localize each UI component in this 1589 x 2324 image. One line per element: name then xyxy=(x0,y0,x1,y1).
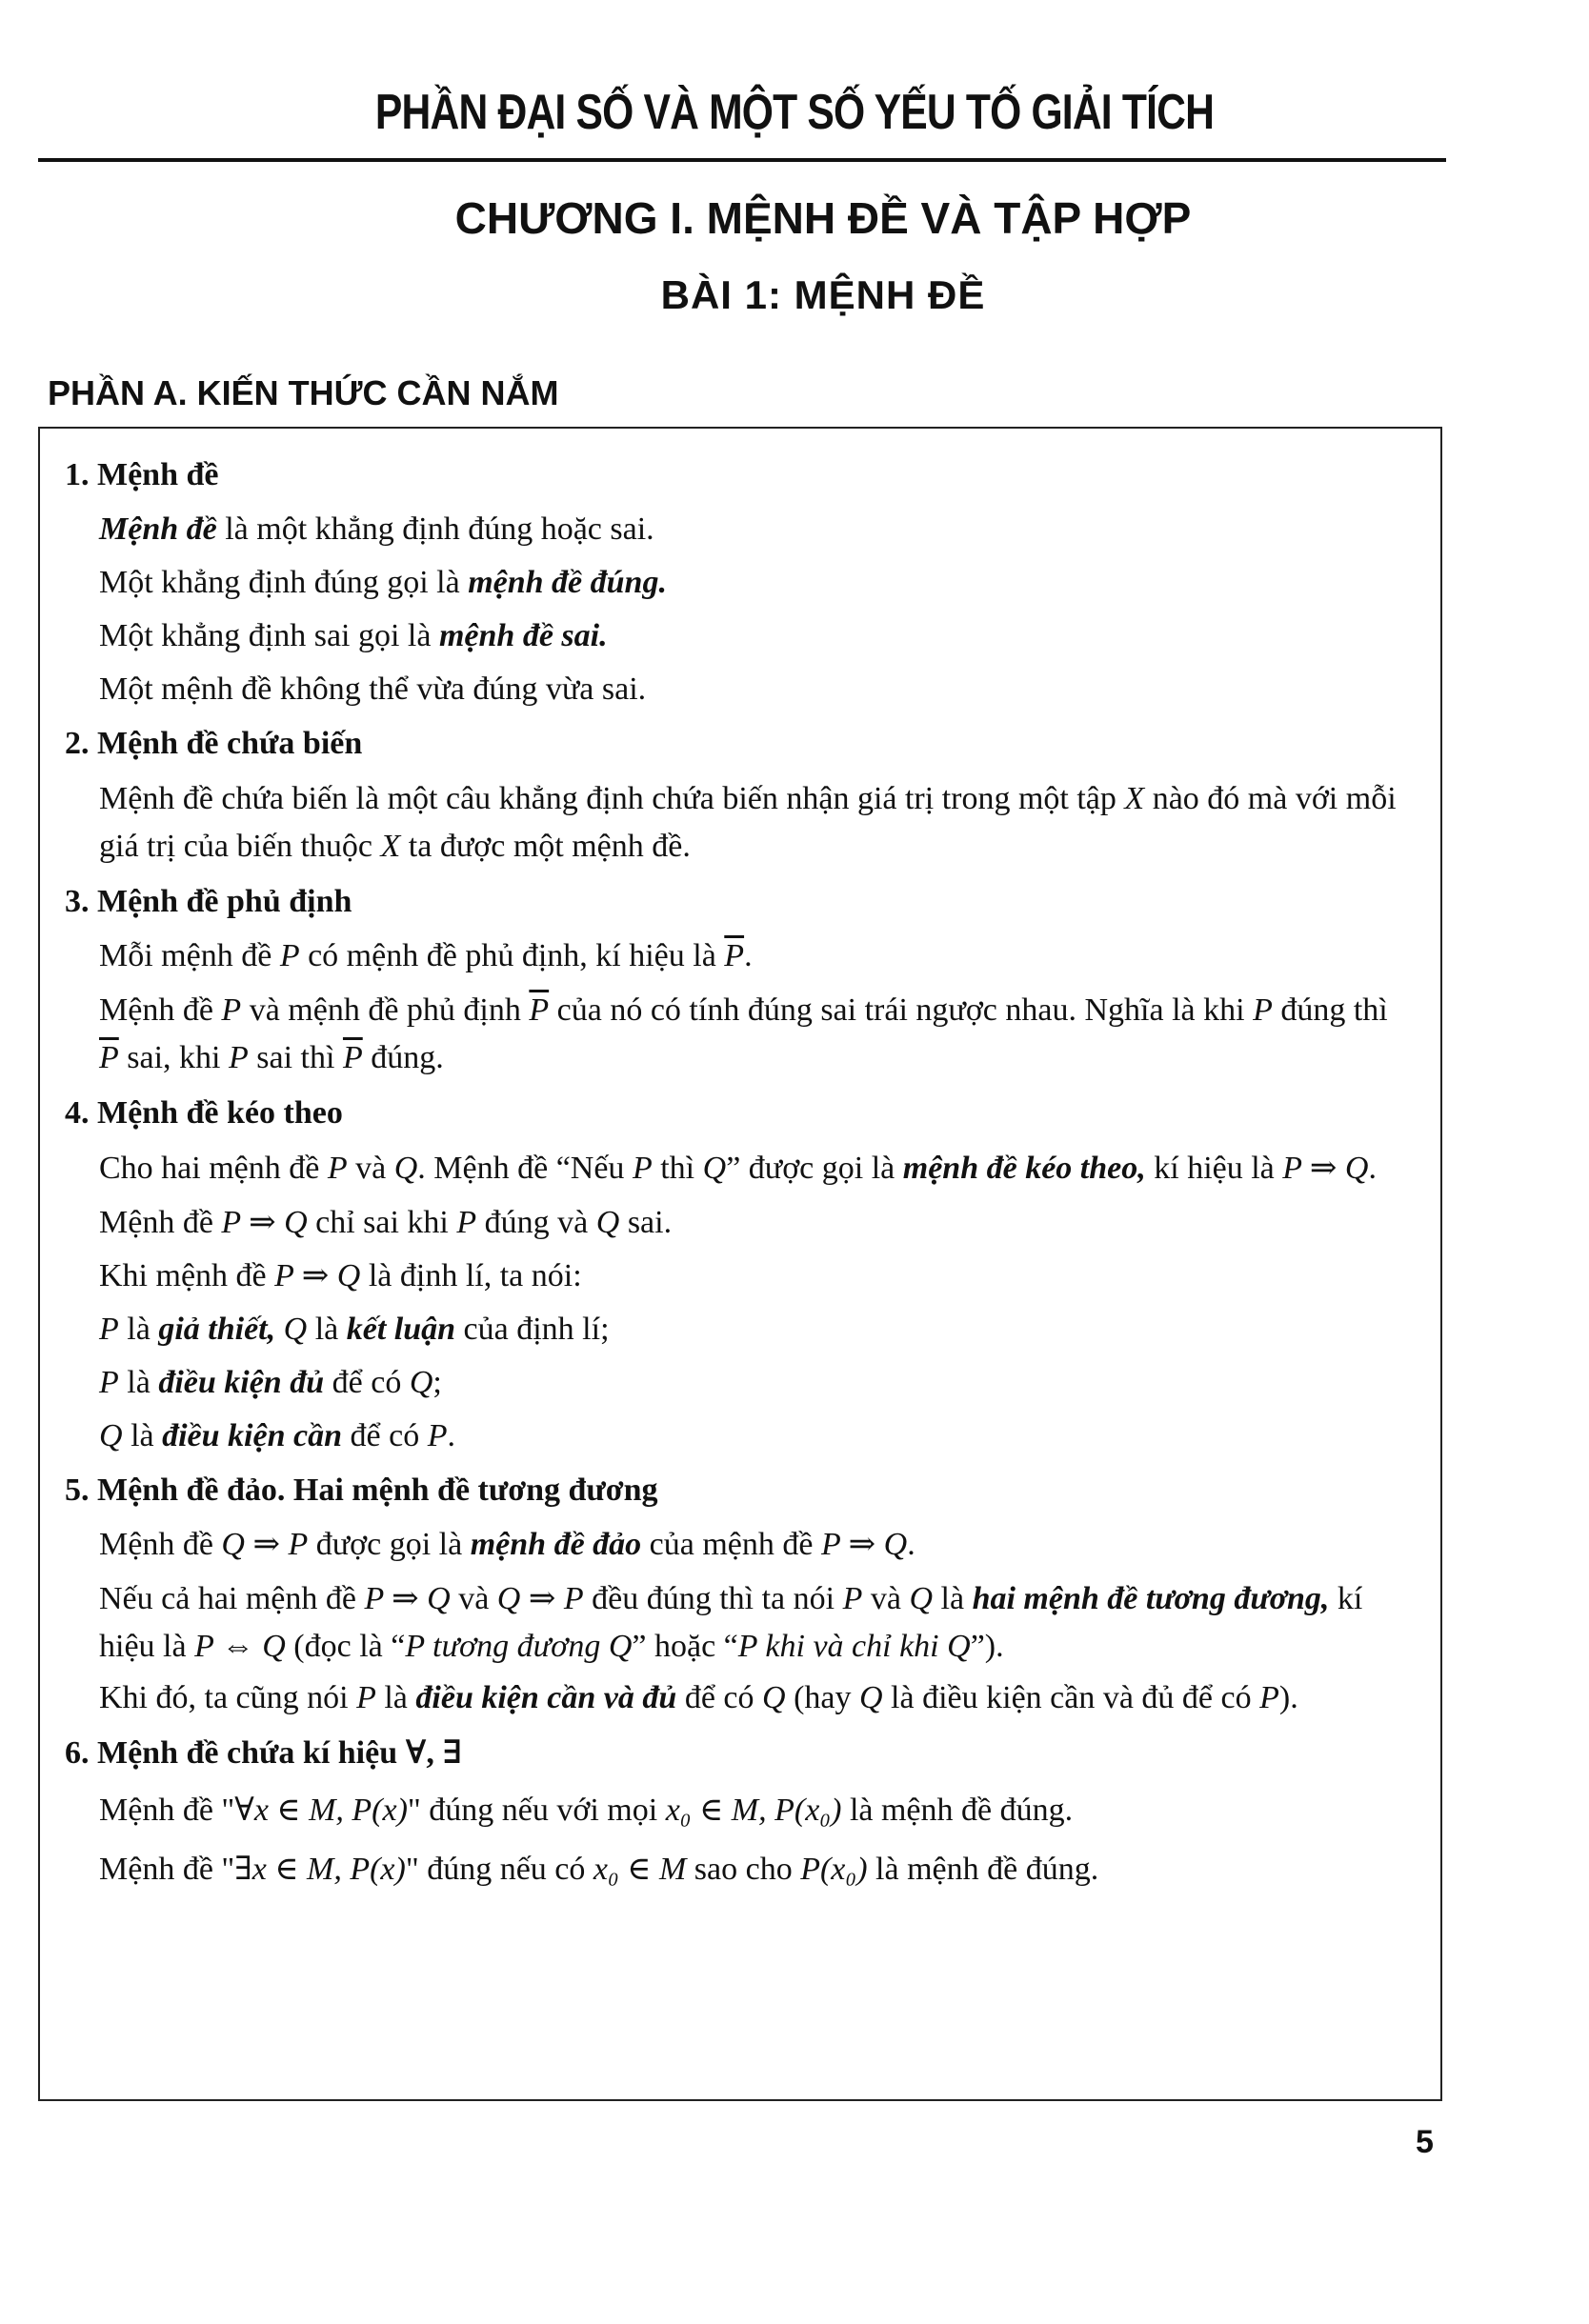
text: ta được một mệnh đề. xyxy=(400,829,691,864)
var: Q xyxy=(595,1205,620,1240)
text: của mệnh đề xyxy=(641,1527,821,1562)
s4-line-5 xyxy=(65,1356,1419,1410)
var: P xyxy=(327,1151,348,1186)
section-5 xyxy=(65,1463,1419,1722)
var: X xyxy=(380,829,401,864)
text: để có xyxy=(676,1680,762,1715)
section-3 xyxy=(65,874,1419,1082)
text: Mệnh đề xyxy=(99,1205,222,1240)
section-1 xyxy=(65,448,1419,716)
section-2-heading: 2. Mệnh đề chứa biến xyxy=(65,726,363,761)
text: nào đó mà với mỗi giá trị của biến thuộc xyxy=(99,781,1397,864)
s5-paragraph-2 xyxy=(65,1575,1419,1671)
var: P xyxy=(279,938,300,973)
var: P xyxy=(221,992,242,1028)
text: là điều kiện cần và đủ để có xyxy=(882,1680,1260,1715)
text: để có xyxy=(324,1365,410,1400)
negation: $\overline{P}$ xyxy=(724,938,745,973)
text: Mệnh đề chứa biến là một câu khẳng định chứa biến nhận giá trị trong một tập xyxy=(99,781,1125,816)
text: đúng và xyxy=(476,1205,596,1240)
chapter-title: CHƯƠNG I. MỆNH ĐỀ VÀ TẬP HỢP xyxy=(454,193,1192,243)
text: đúng thì xyxy=(1272,992,1388,1028)
text: của định lí; xyxy=(455,1312,610,1347)
negation: $\overline{P}$ xyxy=(342,1040,363,1075)
formula: Q ⇒ P xyxy=(496,1581,584,1616)
section-2 xyxy=(65,716,1419,871)
text: Mệnh đề " xyxy=(99,1852,235,1887)
text: Mệnh đề xyxy=(99,1527,222,1562)
text: là một khẳng định đúng hoặc sai. xyxy=(216,511,654,547)
text: để có xyxy=(342,1418,428,1453)
reading: P khi và chỉ khi Q xyxy=(737,1629,971,1664)
var: Q xyxy=(909,1581,934,1616)
text: là mệnh đề đúng. xyxy=(867,1852,1099,1887)
text: và xyxy=(347,1151,394,1186)
formula: ∃x ∈ M, P(x) xyxy=(234,1852,406,1887)
text: Khi đó, ta cũng nói xyxy=(99,1680,357,1715)
var: Q xyxy=(858,1680,883,1715)
var: Q xyxy=(409,1365,433,1400)
text: đúng. xyxy=(362,1040,444,1075)
s5-line-1 xyxy=(65,1518,1419,1572)
s3-line-1 xyxy=(65,930,1419,983)
term: mệnh đề đúng. xyxy=(468,565,667,600)
text: là định lí, ta nói: xyxy=(360,1258,582,1293)
text: sai. xyxy=(619,1205,673,1240)
formula: P ⇒ Q xyxy=(274,1258,361,1293)
text: kí hiệu là xyxy=(1145,1151,1283,1186)
term: kết luận xyxy=(346,1312,456,1347)
term: mệnh đề kéo theo, xyxy=(902,1151,1146,1186)
top-divider xyxy=(38,158,1446,162)
var: P xyxy=(427,1418,448,1453)
var: Q xyxy=(702,1151,727,1186)
text: là xyxy=(307,1312,347,1347)
term: điều kiện cần và đủ xyxy=(415,1680,677,1715)
s6-line-2 xyxy=(65,1840,1419,1899)
var: P xyxy=(99,1312,119,1347)
formula: ∀x ∈ M, P(x) xyxy=(234,1793,408,1828)
text: là xyxy=(933,1581,973,1616)
negation: $\overline{P}$ xyxy=(529,992,550,1028)
section-6 xyxy=(65,1726,1419,1899)
section-4-heading: 4. Mệnh đề kéo theo xyxy=(65,1095,343,1131)
section-6-heading: 6. Mệnh đề chứa kí hiệu ∀, ∃ xyxy=(65,1735,463,1771)
lesson-title: BÀI 1: MỆNH ĐỀ xyxy=(660,272,986,317)
s5-paragraph-3 xyxy=(65,1674,1419,1722)
text: ” được gọi là xyxy=(726,1151,903,1186)
reading: P tương đương Q xyxy=(405,1629,633,1664)
text: . Mệnh đề “Nếu xyxy=(417,1151,633,1186)
text: ” hoặc “ xyxy=(632,1629,738,1664)
term: mệnh đề sai. xyxy=(438,618,608,653)
formula: P ⇒ Q xyxy=(221,1205,308,1240)
term: giả thiết, xyxy=(158,1312,276,1347)
text: và xyxy=(450,1581,497,1616)
s1-line-1 xyxy=(65,503,1419,556)
text: ). xyxy=(1278,1680,1298,1715)
s4-line-6 xyxy=(65,1410,1419,1463)
page-number: 5 xyxy=(1416,2124,1434,2160)
var: P xyxy=(1259,1680,1279,1715)
var: P xyxy=(1253,992,1273,1028)
var: Q xyxy=(99,1418,123,1453)
text: " đúng nếu với mọi xyxy=(407,1793,666,1828)
var: X xyxy=(1124,781,1145,816)
formula: x₀ ∈ M, P(x₀) xyxy=(665,1793,842,1828)
s1-line-4: Một mệnh đề không thể vừa đúng vừa sai. xyxy=(99,671,647,707)
negation: $\overline{P}$ xyxy=(99,1040,119,1075)
var: Q xyxy=(762,1680,786,1715)
text: Một khẳng định đúng gọi là xyxy=(99,565,469,600)
text: (hay xyxy=(785,1680,859,1715)
text: . xyxy=(744,938,753,973)
section-1-heading: 1. Mệnh đề xyxy=(65,457,219,492)
s6-line-1 xyxy=(65,1781,1419,1840)
text: là mệnh đề đúng. xyxy=(841,1793,1074,1828)
text: đều đúng thì ta nói xyxy=(583,1581,843,1616)
text: sao cho xyxy=(686,1852,801,1887)
term: điều kiện cần xyxy=(162,1418,343,1453)
formula: x₀ ∈ M xyxy=(593,1852,687,1887)
term: hai mệnh đề tương đương, xyxy=(972,1581,1330,1616)
s1-line-3 xyxy=(65,610,1419,663)
text: (đọc là “ xyxy=(285,1629,406,1664)
text: sai, khi xyxy=(118,1040,229,1075)
text: Một khẳng định sai gọi là xyxy=(99,618,439,653)
text: Khi mệnh đề xyxy=(99,1258,275,1293)
text: ”). xyxy=(970,1629,1004,1664)
text: . xyxy=(907,1527,915,1562)
text: Mỗi mệnh đề xyxy=(99,938,280,973)
var: P xyxy=(842,1581,863,1616)
text: là xyxy=(122,1418,163,1453)
text: Mệnh đề " xyxy=(99,1793,235,1828)
term: mệnh đề đảo xyxy=(470,1527,642,1562)
var: P xyxy=(99,1365,119,1400)
text: ; xyxy=(432,1365,442,1400)
text: Mệnh đề xyxy=(99,992,222,1028)
formula: P(x₀) xyxy=(800,1852,868,1887)
var: P xyxy=(456,1205,477,1240)
var: Q xyxy=(393,1151,418,1186)
text: chỉ sai khi xyxy=(307,1205,457,1240)
text: của nó có tính đúng sai trái ngược nhau. Nghĩa là khi xyxy=(549,992,1254,1028)
var: P xyxy=(356,1680,376,1715)
text: có mệnh đề phủ định, kí hiệu là xyxy=(299,938,725,973)
s1-line-2 xyxy=(65,556,1419,610)
text: " đúng nếu có xyxy=(405,1852,593,1887)
text: . xyxy=(447,1418,455,1453)
s4-paragraph-1 xyxy=(65,1145,1419,1192)
text: Nếu cả hai mệnh đề xyxy=(99,1581,365,1616)
text: là xyxy=(118,1312,159,1347)
section-3-heading: 3. Mệnh đề phủ định xyxy=(65,884,352,919)
s4-line-2 xyxy=(65,1196,1419,1250)
section-title: PHẦN A. KIẾN THỨC CẦN NẮM xyxy=(48,373,559,412)
text: và xyxy=(862,1581,910,1616)
formula: P ⇔ Q xyxy=(194,1629,286,1664)
text: sai thì xyxy=(248,1040,343,1075)
text: kí hiệu là xyxy=(99,1581,1363,1664)
term: điều kiện đủ xyxy=(158,1365,325,1400)
text: là xyxy=(375,1680,416,1715)
s2-paragraph xyxy=(65,775,1419,871)
text: Cho hai mệnh đề xyxy=(99,1151,328,1186)
text: được gọi là xyxy=(308,1527,471,1562)
text: là xyxy=(118,1365,159,1400)
formula: Q ⇒ P xyxy=(221,1527,309,1562)
s4-line-3 xyxy=(65,1250,1419,1303)
section-5-heading: 5. Mệnh đề đảo. Hai mệnh đề tương đương xyxy=(65,1473,658,1508)
var: P xyxy=(229,1040,249,1075)
text: thì xyxy=(652,1151,703,1186)
text: . xyxy=(1368,1151,1377,1186)
part-title: PHẦN ĐẠI SỐ VÀ MỘT SỐ YẾU TỐ GIẢI TÍCH xyxy=(374,85,1215,140)
term: Mệnh đề xyxy=(99,511,217,547)
formula: P ⇒ Q xyxy=(364,1581,451,1616)
s3-paragraph xyxy=(65,987,1419,1082)
s4-line-4 xyxy=(65,1303,1419,1356)
formula: P ⇒ Q xyxy=(820,1527,908,1562)
text: và mệnh đề phủ định xyxy=(241,992,530,1028)
var: Q xyxy=(275,1312,308,1347)
formula: P ⇒ Q xyxy=(1282,1151,1369,1186)
knowledge-box xyxy=(38,427,1442,2101)
var: P xyxy=(632,1151,653,1186)
section-4 xyxy=(65,1086,1419,1463)
